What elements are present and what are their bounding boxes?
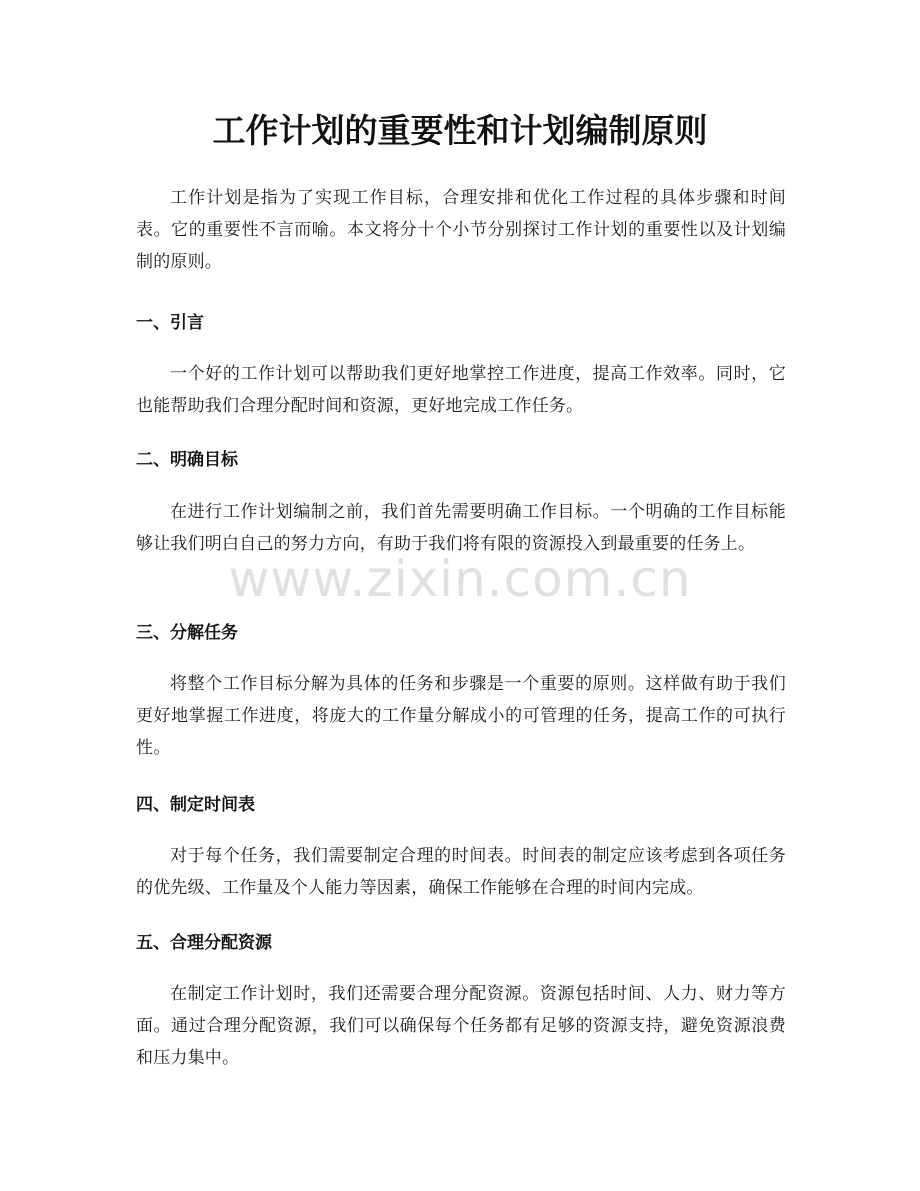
section-body-tasks: 将整个工作目标分解为具体的任务和步骤是一个重要的原则。这样做有助于我们更好地掌握工作进度，将庞大的工作量分解成小的可管理的任务，提高工作的可执行性。: [136, 674, 786, 758]
section-heading-resources: 五、合理分配资源: [136, 933, 272, 953]
section-heading-goal: 二、明确目标: [136, 450, 238, 470]
section-heading-schedule: 四、制定时间表: [136, 795, 255, 815]
watermark: www.zixin.com.cn: [228, 550, 692, 608]
section-body-schedule: 对于每个任务，我们需要制定合理的时间表。时间表的制定应该考虑到各项任务的优先级、工作量及个人能力等因素，确保工作能够在合理的时间内完成。: [136, 846, 786, 898]
document-title: 工作计划的重要性和计划编制原则: [212, 111, 708, 150]
section-heading-tasks: 三、分解任务: [136, 623, 238, 643]
intro-paragraph: 工作计划是指为了实现工作目标，合理安排和优化工作过程的具体步骤和时间表。它的重要性不言而喻。本文将分十个小节分别探讨工作计划的重要性以及计划编制的原则。: [136, 188, 786, 272]
section-body-resources: 在制定工作计划时，我们还需要合理分配资源。资源包括时间、人力、财力等方面。通过合理分配资源，我们可以确保每个任务都有足够的资源支持，避免资源浪费和压力集中。: [136, 984, 786, 1068]
section-body-goal: 在进行工作计划编制之前，我们首先需要明确工作目标。一个明确的工作目标能够让我们明白自己的努力方向，有助于我们将有限的资源投入到最重要的任务上。: [136, 502, 786, 554]
section-body-intro: 一个好的工作计划可以帮助我们更好地掌控工作进度，提高工作效率。同时，它也能帮助我们合理分配时间和资源，更好地完成工作任务。: [136, 364, 786, 416]
section-heading-intro: 一、引言: [136, 313, 204, 333]
